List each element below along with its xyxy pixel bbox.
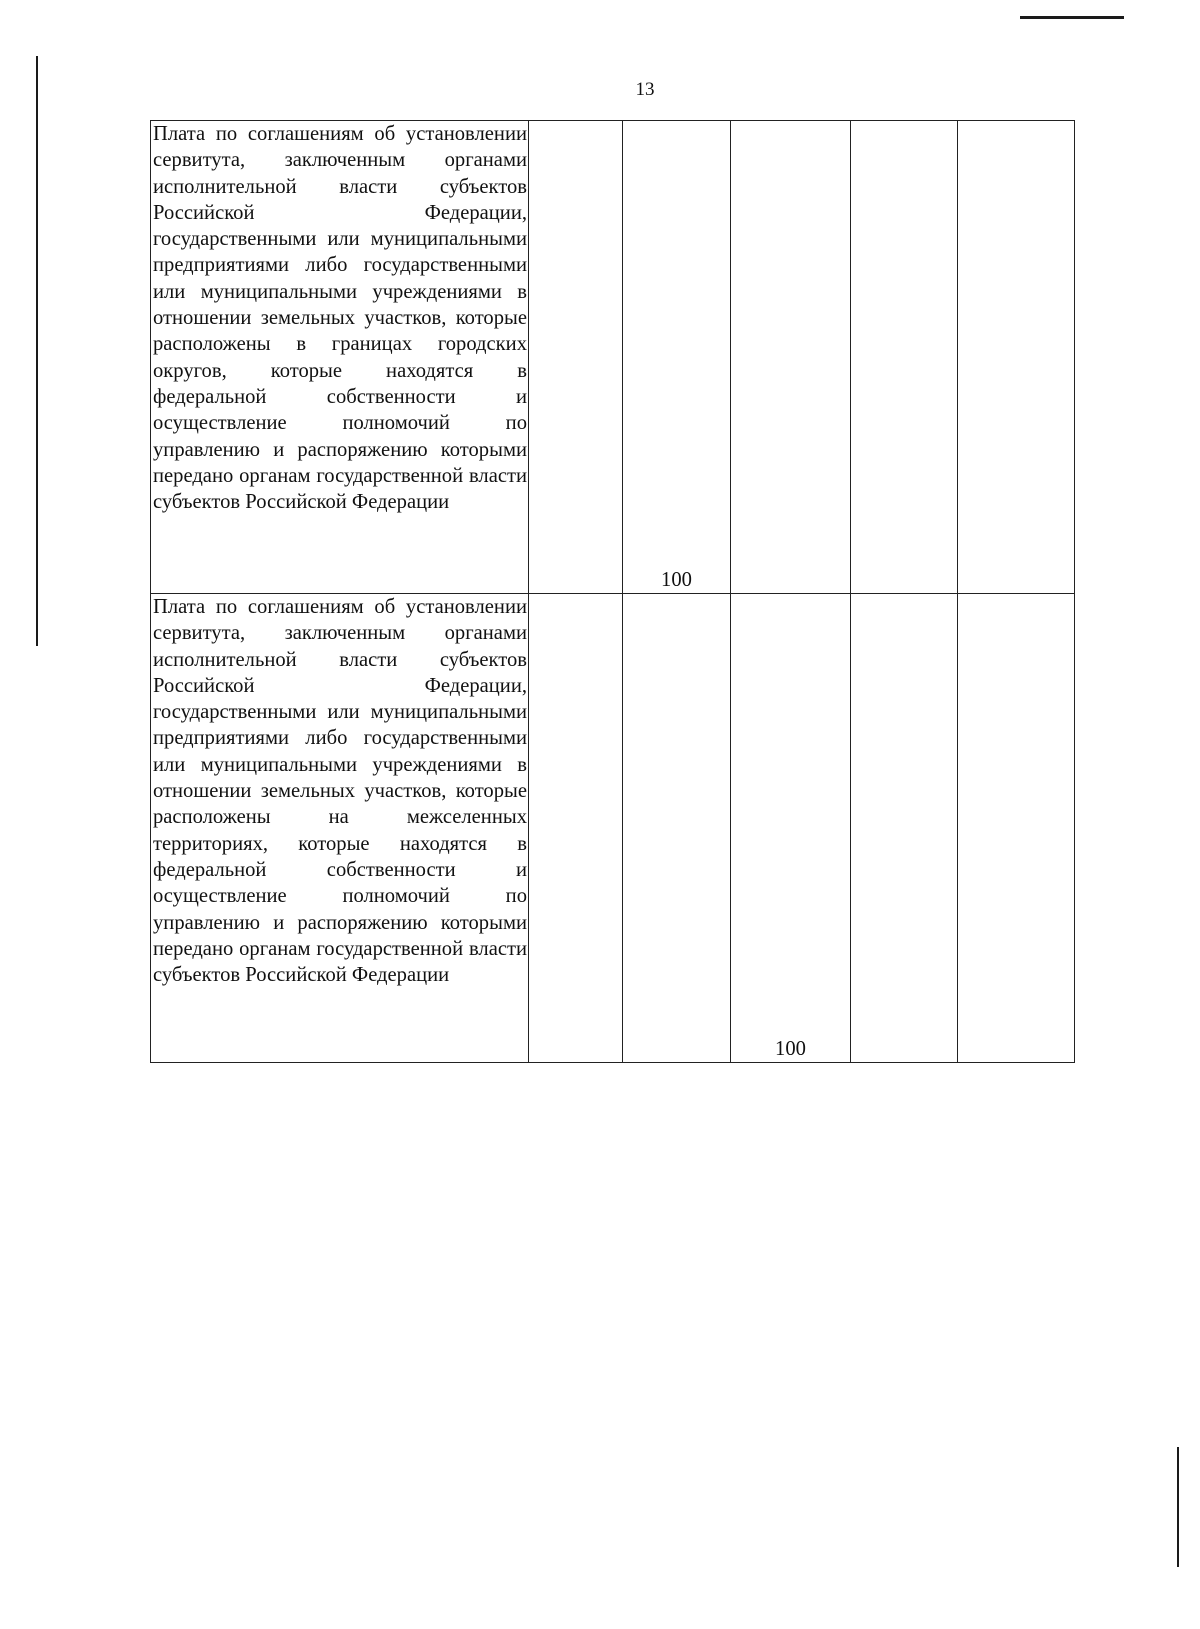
row-description: Плата по соглашениям об установлении сервитута, заключенным органами исполнительной власти субъектов Российской Федерации, государственными или муниципальными предприятиями либо государственными или муниципальными учреждениями в отношении земельных участков, которые расположены на межселенных территориях, которые находятся в федеральной собственности и осуществление полномочий по управлению и распоряжению которыми передано органам государственной власти субъектов Российской Федерации bbox=[151, 594, 529, 1063]
scan-artifact-top-line bbox=[1020, 16, 1124, 19]
revenue-table bbox=[150, 120, 1075, 1063]
table-cell bbox=[529, 594, 623, 1063]
page-number: 13 bbox=[635, 79, 655, 100]
table-cell: 100 bbox=[731, 594, 851, 1063]
table-row bbox=[151, 594, 1075, 1063]
table-cell bbox=[958, 121, 1075, 594]
table-cell bbox=[958, 594, 1075, 1063]
table-cell bbox=[731, 121, 851, 594]
table-cell bbox=[851, 594, 958, 1063]
table-cell bbox=[851, 121, 958, 594]
table-row bbox=[151, 121, 1075, 594]
table-cell: 100 bbox=[623, 121, 731, 594]
table-cell bbox=[529, 121, 623, 594]
table-cell bbox=[623, 594, 731, 1063]
scan-artifact-left-line bbox=[36, 56, 38, 646]
scan-artifact-right-line bbox=[1177, 1447, 1179, 1567]
row-description: Плата по соглашениям об установлении сервитута, заключенным органами исполнительной власти субъектов Российской Федерации, государственными или муниципальными предприятиями либо государственными или муниципальными учреждениями в отношении земельных участков, которые расположены в границах городских округов, которые находятся в федеральной собственности и осуществление полномочий по управлению и распоряжению которыми передано органам государственной власти субъектов Российской Федерации bbox=[151, 121, 529, 594]
